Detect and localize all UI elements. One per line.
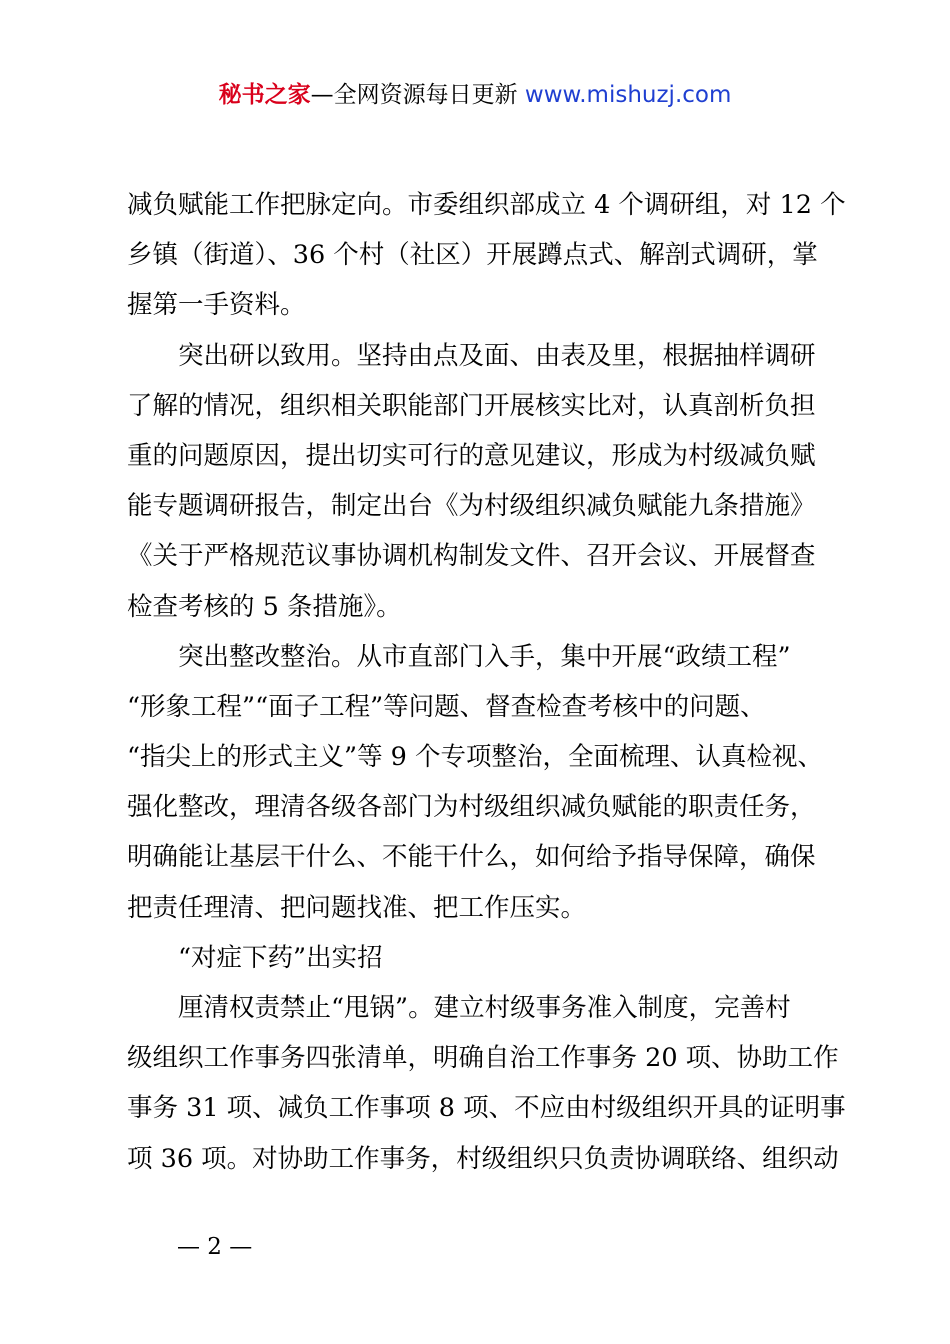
text-line: 事务 31 项、减负工作事项 8 项、不应由村级组织开具的证明事 bbox=[127, 1093, 846, 1124]
header-slogan: —全网资源每日更新 bbox=[310, 82, 518, 108]
text-line: 项 36 项。对协助工作事务，村级组织只负责协调联络、组织动 bbox=[127, 1143, 839, 1174]
text-line: 乡镇（街道）、36 个村（社区）开展蹲点式、解剖式调研，掌 bbox=[127, 240, 818, 271]
paragraph-start-line: 突出研以致用。坚持由点及面、由表及里，根据抽样调研 bbox=[178, 340, 816, 371]
text-line: 握第一手资料。 bbox=[127, 290, 306, 321]
brand-name: 秘书之家 bbox=[218, 82, 311, 108]
text-line: 级组织工作事务四张清单，明确自治工作事务 20 项、协助工作 bbox=[127, 1043, 839, 1074]
text-line: 了解的情况，组织相关职能部门开展核实比对，认真剖析负担 bbox=[127, 390, 816, 421]
text-line: “形象工程”“面子工程”等问题、督查检查考核中的问题、 bbox=[127, 691, 766, 722]
text-line: 《关于严格规范议事协调机构制发文件、召开会议、开展督查 bbox=[127, 541, 816, 572]
text-line: 把责任理清、把问题找准、把工作压实。 bbox=[127, 892, 587, 923]
text-line: 重的问题原因，提出切实可行的意见建议，形成为村级减负赋 bbox=[127, 440, 816, 471]
paragraph-start-line: 突出整改整治。从市直部门入手，集中开展“政绩工程” bbox=[178, 641, 791, 672]
text-line: 检查考核的 5 条措施》。 bbox=[127, 591, 402, 622]
text-line: “指尖上的形式主义”等 9 个专项整治，全面梳理、认真检视、 bbox=[127, 742, 824, 773]
text-line: 明确能让基层干什么、不能干什么，如何给予指导保障，确保 bbox=[127, 842, 816, 873]
text-line: 强化整改，理清各级各部门为村级组织减负赋能的职责任务， bbox=[127, 792, 816, 823]
website-link[interactable]: www.mishuzj.com bbox=[524, 82, 732, 108]
text-line: 减负赋能工作把脉定向。市委组织部成立 4 个调研组，对 12 个 bbox=[127, 190, 846, 220]
paragraph-start-line: 厘清权责禁止“甩锅”。建立村级事务准入制度，完善村 bbox=[178, 993, 791, 1023]
text-line: 能专题调研报告，制定出台《为村级组织减负赋能九条措施》 bbox=[127, 491, 816, 522]
site-header bbox=[0, 78, 950, 112]
document-body bbox=[127, 180, 846, 1184]
section-heading: “对症下药”出实招 bbox=[178, 942, 383, 973]
page-number: — 2 — bbox=[177, 1234, 253, 1260]
